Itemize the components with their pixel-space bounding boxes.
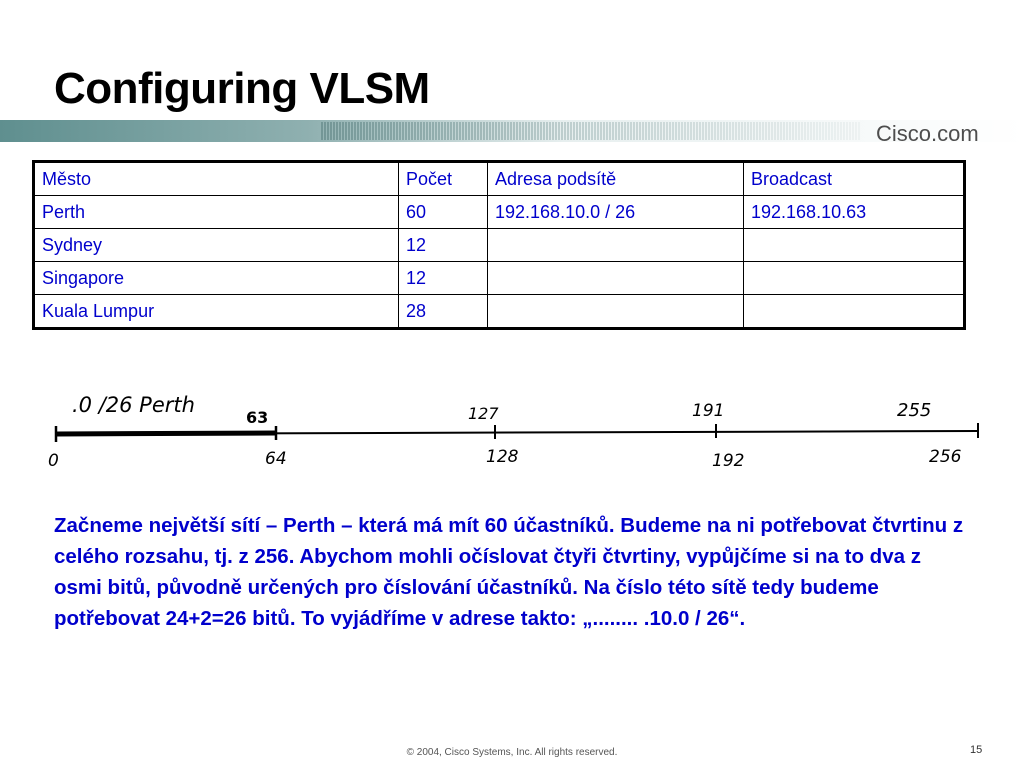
cisco-logo-text: Cisco.com bbox=[876, 121, 979, 146]
header-pocet: Počet bbox=[399, 162, 488, 196]
cell-city: Singapore bbox=[34, 262, 399, 295]
address-number-line bbox=[40, 378, 985, 483]
cell-broadcast bbox=[744, 262, 965, 295]
table-row bbox=[34, 196, 965, 229]
table-row bbox=[34, 229, 965, 262]
header-band bbox=[0, 116, 1024, 148]
label-63: 63 bbox=[246, 408, 269, 427]
table-row bbox=[34, 262, 965, 295]
header-broadcast: Broadcast bbox=[744, 162, 965, 196]
label-127: 127 bbox=[468, 404, 499, 423]
header-adresa: Adresa podsítě bbox=[488, 162, 744, 196]
cell-broadcast bbox=[744, 295, 965, 329]
label-191: 191 bbox=[692, 401, 725, 421]
label-256: 256 bbox=[929, 447, 962, 467]
cell-broadcast bbox=[744, 229, 965, 262]
explanation-paragraph: Začneme největší sítí – Perth – která má mít 60 účastníků. Budeme na ni potřebovat čtvrtinu z celého rozsahu, tj. z 256. Abychom mohli očíslovat čtyři čtvrtiny, vypůjčíme si na to dva z osmi bitů, původně určených pro číslování účastníků. Na číslo této sítě tedy budeme potřebovat 24+2=26 bitů. To vyjádříme v adrese takto: „........ .10.0 / 26“. bbox=[54, 514, 964, 630]
cell-count: 12 bbox=[399, 229, 488, 262]
cell-city: Perth bbox=[34, 196, 399, 229]
table-header-row bbox=[34, 162, 965, 196]
subnet-table bbox=[32, 160, 966, 330]
cell-count: 60 bbox=[399, 196, 488, 229]
page-number: 15 bbox=[970, 744, 983, 756]
label-192: 192 bbox=[712, 451, 745, 471]
cell-broadcast: 192.168.10.63 bbox=[744, 196, 965, 229]
header-mesto: Město bbox=[34, 162, 399, 196]
cell-city: Kuala Lumpur bbox=[34, 295, 399, 329]
band-stripes bbox=[0, 116, 1024, 148]
cell-subnet bbox=[488, 229, 744, 262]
cell-count: 28 bbox=[399, 295, 488, 329]
cell-count: 12 bbox=[399, 262, 488, 295]
cell-subnet: 192.168.10.0 / 26 bbox=[488, 196, 744, 229]
cell-subnet bbox=[488, 262, 744, 295]
label-64: 64 bbox=[265, 449, 287, 469]
label-0: 0 bbox=[48, 451, 59, 471]
cell-subnet bbox=[488, 295, 744, 329]
perth-segment bbox=[56, 433, 276, 434]
copyright-footer: © 2004, Cisco Systems, Inc. All rights reserved. bbox=[406, 747, 618, 758]
slide-title: Configuring VLSM bbox=[54, 64, 430, 113]
label-128: 128 bbox=[486, 447, 519, 467]
perth-segment-label: .0 /26 Perth bbox=[72, 393, 195, 417]
label-255: 255 bbox=[897, 400, 932, 421]
cell-city: Sydney bbox=[34, 229, 399, 262]
table-row bbox=[34, 295, 965, 329]
